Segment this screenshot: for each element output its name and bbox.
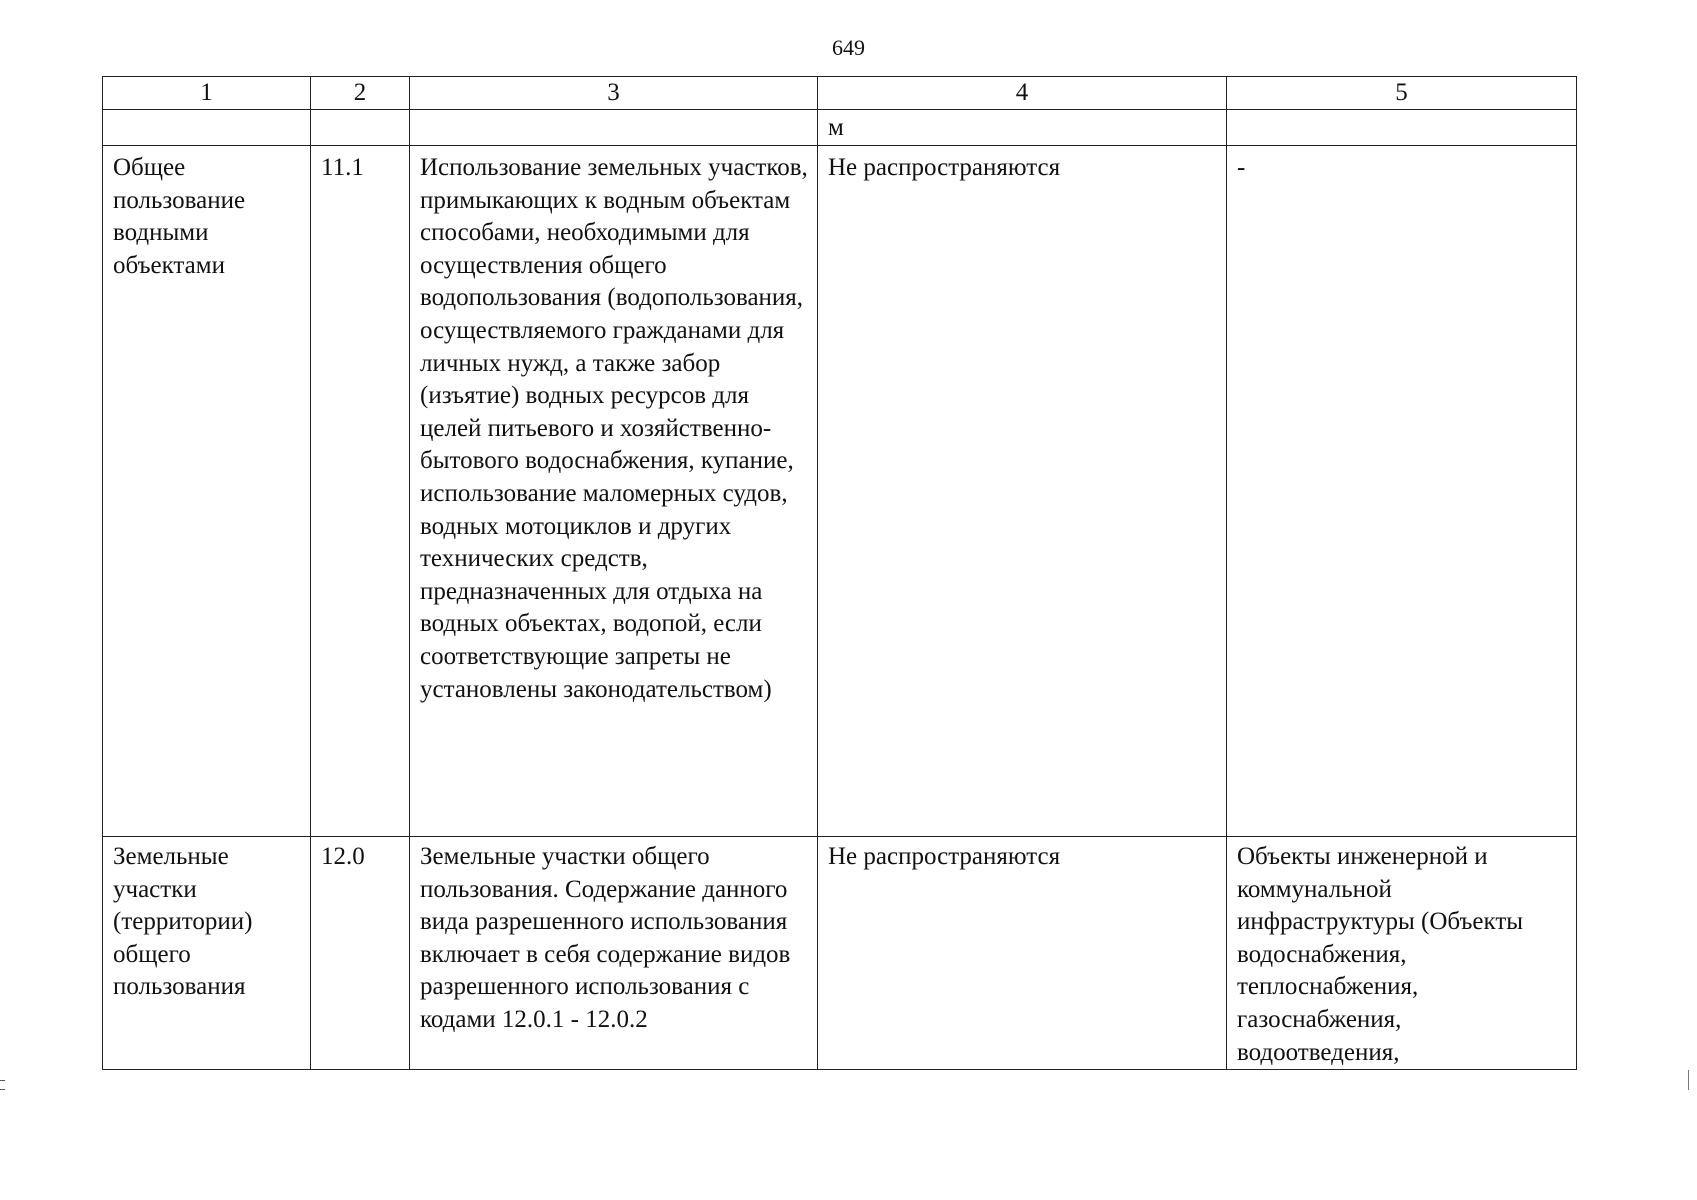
header-cell-1: 1 bbox=[103, 77, 311, 110]
use-type-description: Использование земельных участков, примыкающих к водным объектам способами, необходимыми для осуществления общего водопользования (водопользования, осуществляемого гражданами для личных нужд, а также забор (изъятие) водных ресурсов для целей питьевого и хозяйственно-бытового водоснабжения, купание, использование маломерных судов, водных мотоциклов и других технических средств, предназначенных для отдыха на водных объектах, водопой, если соответствующие запреты не установлены законодательством) bbox=[410, 146, 818, 837]
continuation-cell-2 bbox=[311, 110, 410, 146]
use-type-description: Земельные участки общего пользования. Содержание данного вида разрешенного использования включает в себя содержание видов разрешенного использования с кодами 12.0.1 - 12.0.2 bbox=[410, 837, 818, 1070]
header-cell-3: 3 bbox=[410, 77, 818, 110]
use-type-code: 12.0 bbox=[311, 837, 410, 1070]
header-cell-2: 2 bbox=[311, 77, 410, 110]
continuation-cell-5 bbox=[1227, 110, 1577, 146]
table-row bbox=[103, 837, 1577, 1070]
header-cell-5: 5 bbox=[1227, 77, 1577, 110]
use-type-restrictions: Не распространяются bbox=[818, 837, 1227, 1070]
use-type-restrictions: Не распространяются bbox=[818, 146, 1227, 837]
page-number: 649 bbox=[832, 35, 865, 60]
continuation-cell-4: м bbox=[818, 110, 1227, 146]
use-type-objects: - bbox=[1227, 146, 1577, 837]
use-type-name: Земельные участки (территории) общего пользования bbox=[103, 837, 311, 1070]
table-header-row bbox=[103, 77, 1577, 110]
land-use-table bbox=[102, 76, 1577, 1070]
continuation-cell-3 bbox=[410, 110, 818, 146]
use-type-code: 11.1 bbox=[311, 146, 410, 837]
use-type-name: Общее пользование водными объектами bbox=[103, 146, 311, 837]
use-type-objects: Объекты инженерной и коммунальной инфраструктуры (Объекты водоснабжения, теплоснабжения, газоснабжения, водоотведения, bbox=[1227, 837, 1577, 1070]
continuation-cell-1 bbox=[103, 110, 311, 146]
scan-edge-mark-left bbox=[0, 1080, 5, 1090]
table-row bbox=[103, 146, 1577, 837]
scan-edge-mark-right bbox=[1688, 1070, 1691, 1090]
table-continuation-row bbox=[103, 110, 1577, 146]
header-cell-4: 4 bbox=[818, 77, 1227, 110]
